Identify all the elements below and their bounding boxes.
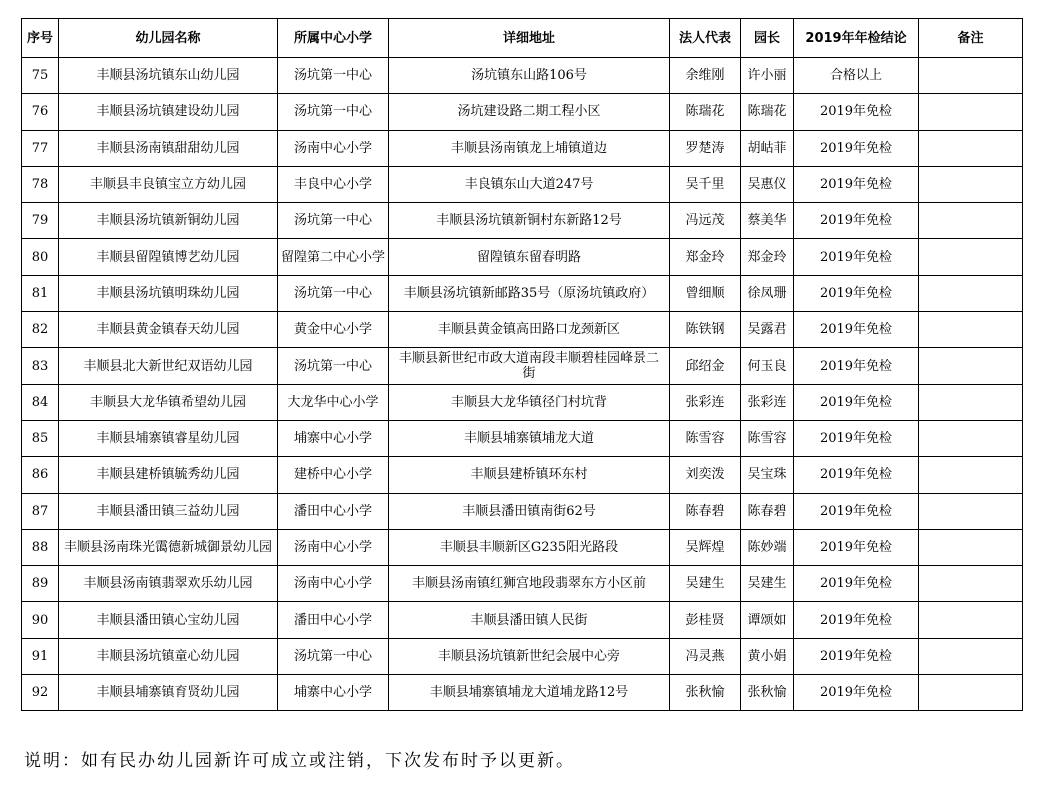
cell-principal: 许小丽 xyxy=(741,58,794,94)
cell-result: 2019年免检 xyxy=(794,239,919,275)
header-no: 序号 xyxy=(22,19,59,58)
cell-address: 丰顺县丰顺新区G235阳光路段 xyxy=(389,529,670,565)
cell-legal: 吴建生 xyxy=(670,566,741,602)
table-row xyxy=(22,675,1023,711)
table-row xyxy=(22,348,1023,384)
cell-remark xyxy=(919,493,1023,529)
cell-no: 77 xyxy=(22,130,59,166)
cell-legal: 冯灵燕 xyxy=(670,638,741,674)
cell-result: 2019年免检 xyxy=(794,566,919,602)
header-school: 所属中心小学 xyxy=(278,19,389,58)
table-row xyxy=(22,384,1023,420)
cell-legal: 彭桂贤 xyxy=(670,602,741,638)
cell-remark xyxy=(919,348,1023,384)
cell-principal: 张秋愉 xyxy=(741,675,794,711)
cell-legal: 刘奕泼 xyxy=(670,457,741,493)
cell-address: 丰顺县潘田镇人民街 xyxy=(389,602,670,638)
cell-result: 2019年免检 xyxy=(794,675,919,711)
cell-remark xyxy=(919,312,1023,348)
table-row xyxy=(22,638,1023,674)
cell-name: 丰顺县埔寨镇睿星幼儿园 xyxy=(59,420,278,456)
cell-address: 丰顺县大龙华镇径门村坑背 xyxy=(389,384,670,420)
cell-address: 丰顺县汤坑镇新铜村东新路12号 xyxy=(389,203,670,239)
cell-principal: 徐凤珊 xyxy=(741,275,794,311)
cell-no: 91 xyxy=(22,638,59,674)
cell-principal: 蔡美华 xyxy=(741,203,794,239)
cell-no: 78 xyxy=(22,166,59,202)
cell-principal: 陈雪容 xyxy=(741,420,794,456)
cell-address: 丰顺县建桥镇环东村 xyxy=(389,457,670,493)
cell-name: 丰顺县汤南珠光霭德新城御景幼儿园 xyxy=(59,529,278,565)
cell-remark xyxy=(919,566,1023,602)
cell-remark xyxy=(919,94,1023,130)
cell-no: 86 xyxy=(22,457,59,493)
cell-remark xyxy=(919,420,1023,456)
cell-result: 2019年免检 xyxy=(794,130,919,166)
cell-no: 85 xyxy=(22,420,59,456)
cell-no: 82 xyxy=(22,312,59,348)
table-row xyxy=(22,275,1023,311)
cell-remark xyxy=(919,130,1023,166)
cell-name: 丰顺县汤南镇翡翠欢乐幼儿园 xyxy=(59,566,278,602)
table-row xyxy=(22,239,1023,275)
cell-address: 丰顺县埔寨镇埔龙大道 xyxy=(389,420,670,456)
cell-address: 丰顺县汤坑镇新邮路35号（原汤坑镇政府） xyxy=(389,275,670,311)
cell-address: 丰良镇东山大道247号 xyxy=(389,166,670,202)
cell-name: 丰顺县汤南镇甜甜幼儿园 xyxy=(59,130,278,166)
table-row xyxy=(22,457,1023,493)
cell-no: 83 xyxy=(22,348,59,384)
footnote: 说明：如有民办幼儿园新许可成立或注销，下次发布时予以更新。 xyxy=(24,751,575,771)
cell-school: 潘田中心小学 xyxy=(278,493,389,529)
cell-remark xyxy=(919,275,1023,311)
cell-remark xyxy=(919,203,1023,239)
cell-remark xyxy=(919,602,1023,638)
cell-legal: 陈春碧 xyxy=(670,493,741,529)
cell-principal: 陈春碧 xyxy=(741,493,794,529)
cell-remark xyxy=(919,58,1023,94)
cell-remark xyxy=(919,638,1023,674)
cell-address: 丰顺县新世纪市政大道南段丰顺碧桂园峰景二街 xyxy=(389,348,670,384)
cell-legal: 陈铁钢 xyxy=(670,312,741,348)
header-result: 2019年年检结论 xyxy=(794,19,919,58)
cell-address: 汤坑建设路二期工程小区 xyxy=(389,94,670,130)
cell-principal: 吴惠仪 xyxy=(741,166,794,202)
cell-address: 丰顺县汤南镇红狮宫地段翡翠东方小区前 xyxy=(389,566,670,602)
cell-principal: 黄小娟 xyxy=(741,638,794,674)
cell-legal: 张彩连 xyxy=(670,384,741,420)
table-row xyxy=(22,602,1023,638)
cell-name: 丰顺县潘田镇心宝幼儿园 xyxy=(59,602,278,638)
cell-address: 留隍镇东留春明路 xyxy=(389,239,670,275)
cell-result: 2019年免检 xyxy=(794,275,919,311)
cell-no: 89 xyxy=(22,566,59,602)
cell-school: 汤坑第一中心 xyxy=(278,203,389,239)
cell-result: 2019年免检 xyxy=(794,94,919,130)
header-principal: 园长 xyxy=(741,19,794,58)
cell-principal: 胡岵菲 xyxy=(741,130,794,166)
cell-school: 汤南中心小学 xyxy=(278,529,389,565)
cell-address: 丰顺县黄金镇高田路口龙颈新区 xyxy=(389,312,670,348)
cell-address: 丰顺县汤南镇龙上埔镇道边 xyxy=(389,130,670,166)
cell-school: 大龙华中心小学 xyxy=(278,384,389,420)
header-remark: 备注 xyxy=(919,19,1023,58)
cell-legal: 曾细顺 xyxy=(670,275,741,311)
table-row xyxy=(22,130,1023,166)
cell-result: 2019年免检 xyxy=(794,529,919,565)
cell-legal: 邱绍金 xyxy=(670,348,741,384)
cell-result: 2019年免检 xyxy=(794,638,919,674)
cell-legal: 吴千里 xyxy=(670,166,741,202)
cell-no: 84 xyxy=(22,384,59,420)
cell-principal: 吴露君 xyxy=(741,312,794,348)
table-row xyxy=(22,58,1023,94)
cell-school: 汤南中心小学 xyxy=(278,130,389,166)
cell-result: 2019年免检 xyxy=(794,602,919,638)
cell-no: 88 xyxy=(22,529,59,565)
cell-result: 2019年免检 xyxy=(794,166,919,202)
cell-result: 2019年免检 xyxy=(794,457,919,493)
cell-principal: 郑金玲 xyxy=(741,239,794,275)
cell-principal: 何玉良 xyxy=(741,348,794,384)
cell-legal: 陈瑞花 xyxy=(670,94,741,130)
cell-school: 埔寨中心小学 xyxy=(278,420,389,456)
cell-name: 丰顺县留隍镇博艺幼儿园 xyxy=(59,239,278,275)
cell-no: 76 xyxy=(22,94,59,130)
cell-school: 汤坑第一中心 xyxy=(278,275,389,311)
cell-no: 79 xyxy=(22,203,59,239)
cell-principal: 张彩连 xyxy=(741,384,794,420)
cell-name: 丰顺县黄金镇春天幼儿园 xyxy=(59,312,278,348)
cell-school: 建桥中心小学 xyxy=(278,457,389,493)
cell-address: 汤坑镇东山路106号 xyxy=(389,58,670,94)
cell-legal: 吴辉煌 xyxy=(670,529,741,565)
cell-name: 丰顺县汤坑镇东山幼儿园 xyxy=(59,58,278,94)
cell-result: 2019年免检 xyxy=(794,203,919,239)
cell-result: 2019年免检 xyxy=(794,312,919,348)
cell-name: 丰顺县丰良镇宝立方幼儿园 xyxy=(59,166,278,202)
header-address: 详细地址 xyxy=(389,19,670,58)
cell-school: 丰良中心小学 xyxy=(278,166,389,202)
kindergarten-table xyxy=(21,18,1023,711)
cell-name: 丰顺县建桥镇毓秀幼儿园 xyxy=(59,457,278,493)
cell-school: 汤坑第一中心 xyxy=(278,94,389,130)
cell-no: 87 xyxy=(22,493,59,529)
header-legal: 法人代表 xyxy=(670,19,741,58)
cell-name: 丰顺县汤坑镇建设幼儿园 xyxy=(59,94,278,130)
cell-address: 丰顺县潘田镇南街62号 xyxy=(389,493,670,529)
cell-school: 汤坑第一中心 xyxy=(278,348,389,384)
cell-principal: 陈妙端 xyxy=(741,529,794,565)
cell-address: 丰顺县汤坑镇新世纪会展中心旁 xyxy=(389,638,670,674)
cell-no: 81 xyxy=(22,275,59,311)
cell-school: 汤南中心小学 xyxy=(278,566,389,602)
cell-result: 2019年免检 xyxy=(794,493,919,529)
table-row xyxy=(22,566,1023,602)
cell-no: 92 xyxy=(22,675,59,711)
table-row xyxy=(22,94,1023,130)
table-row xyxy=(22,166,1023,202)
table-row xyxy=(22,529,1023,565)
table-row xyxy=(22,493,1023,529)
cell-name: 丰顺县潘田镇三益幼儿园 xyxy=(59,493,278,529)
cell-result: 合格以上 xyxy=(794,58,919,94)
cell-remark xyxy=(919,239,1023,275)
cell-school: 埔寨中心小学 xyxy=(278,675,389,711)
cell-remark xyxy=(919,384,1023,420)
cell-principal: 吴宝珠 xyxy=(741,457,794,493)
cell-school: 潘田中心小学 xyxy=(278,602,389,638)
cell-school: 汤坑第一中心 xyxy=(278,638,389,674)
cell-name: 丰顺县大龙华镇希望幼儿园 xyxy=(59,384,278,420)
cell-legal: 张秋愉 xyxy=(670,675,741,711)
table-row xyxy=(22,203,1023,239)
cell-no: 90 xyxy=(22,602,59,638)
cell-name: 丰顺县汤坑镇新铜幼儿园 xyxy=(59,203,278,239)
cell-school: 黄金中心小学 xyxy=(278,312,389,348)
cell-school: 留隍第二中心小学 xyxy=(278,239,389,275)
cell-remark xyxy=(919,166,1023,202)
cell-result: 2019年免检 xyxy=(794,420,919,456)
cell-legal: 陈雪容 xyxy=(670,420,741,456)
cell-principal: 吴建生 xyxy=(741,566,794,602)
table-row xyxy=(22,312,1023,348)
cell-principal: 谭颂如 xyxy=(741,602,794,638)
cell-name: 丰顺县北大新世纪双语幼儿园 xyxy=(59,348,278,384)
header-name: 幼儿园名称 xyxy=(59,19,278,58)
cell-no: 80 xyxy=(22,239,59,275)
cell-name: 丰顺县汤坑镇明珠幼儿园 xyxy=(59,275,278,311)
cell-no: 75 xyxy=(22,58,59,94)
cell-remark xyxy=(919,457,1023,493)
cell-remark xyxy=(919,675,1023,711)
cell-principal: 陈瑞花 xyxy=(741,94,794,130)
cell-school: 汤坑第一中心 xyxy=(278,58,389,94)
table-row xyxy=(22,420,1023,456)
cell-result: 2019年免检 xyxy=(794,348,919,384)
cell-legal: 郑金玲 xyxy=(670,239,741,275)
cell-legal: 余维刚 xyxy=(670,58,741,94)
cell-result: 2019年免检 xyxy=(794,384,919,420)
cell-legal: 罗楚涛 xyxy=(670,130,741,166)
cell-remark xyxy=(919,529,1023,565)
cell-address: 丰顺县埔寨镇埔龙大道埔龙路12号 xyxy=(389,675,670,711)
cell-name: 丰顺县汤坑镇童心幼儿园 xyxy=(59,638,278,674)
header-row xyxy=(22,19,1023,58)
cell-name: 丰顺县埔寨镇育贤幼儿园 xyxy=(59,675,278,711)
cell-legal: 冯远茂 xyxy=(670,203,741,239)
